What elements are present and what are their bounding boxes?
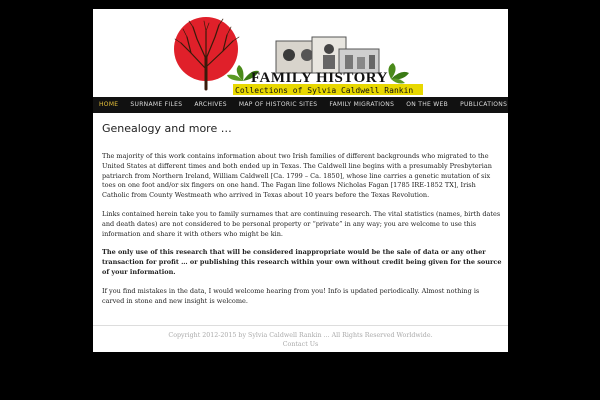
page-title: Genealogy and more … xyxy=(102,122,232,135)
nav-archives[interactable]: ARCHIVES xyxy=(194,101,227,108)
links-paragraph: Links contained herein take you to family surnames that are continuing research. The vital statistics (names, birth dates and death dates) are not considered to be personal property or “private” in any way; you are welcome to use this information and share it with others who might be kin. xyxy=(102,209,501,238)
feedback-paragraph: If you find mistakes in the data, I would welcome hearing from you! Info is updated periodically. Almost nothing is carved in stone and new insight is welcome. xyxy=(102,286,480,305)
footer-divider xyxy=(93,325,508,326)
site-footer xyxy=(93,331,508,349)
main-navigation xyxy=(93,97,508,113)
nav-on-the-web[interactable]: ON THE WEB xyxy=(406,101,449,108)
main-content xyxy=(93,119,508,325)
banner-title: FAMILY HISTORY xyxy=(251,70,388,86)
site-banner[interactable] xyxy=(93,9,508,97)
usage-notice-paragraph: The only use of this research that will be considered inappropriate would be the sale of data or any other transaction for profit … or publishing this research within your own without credit being given for the source of your information. xyxy=(102,248,502,276)
page-container xyxy=(93,9,508,352)
intro-paragraph: The majority of this work contains information about two Irish families of different backgrounds who migrated to the United States at different times and both ended up in Texas. The Caldwell line begins with a presumably Presbyterian patriarch from Northern Ireland, William Caldwell [Ca. 1799 – Ca. 1850], whose line carries a genetic mutation of six toes on one foot and/or six fingers on one hand. The Fagan line follows Nicholas Fagan [1785 IRE-1852 TX], Irish Catholic from County Westmeath who arrived in Texas about 10 years before the Texas Revolution. xyxy=(102,152,492,200)
nav-home[interactable]: HOME xyxy=(99,101,119,108)
nav-publications[interactable]: PUBLICATIONS xyxy=(460,101,508,108)
nav-map-of-historic-sites[interactable]: MAP OF HISTORIC SITES xyxy=(238,101,318,108)
copyright-text: Copyright 2012-2015 by Sylvia Caldwell Rankin ... All Rights Reserved Worldwide. xyxy=(168,332,433,339)
nav-surname-files[interactable]: SURNAME FILES xyxy=(130,101,183,108)
nav-family-migrations[interactable]: FAMILY MIGRATIONS xyxy=(329,101,395,108)
banner-subtitle: Collections of Sylvia Caldwell Rankin xyxy=(235,86,414,95)
article-body xyxy=(102,152,502,315)
contact-us-link[interactable]: Contact Us xyxy=(282,341,319,348)
